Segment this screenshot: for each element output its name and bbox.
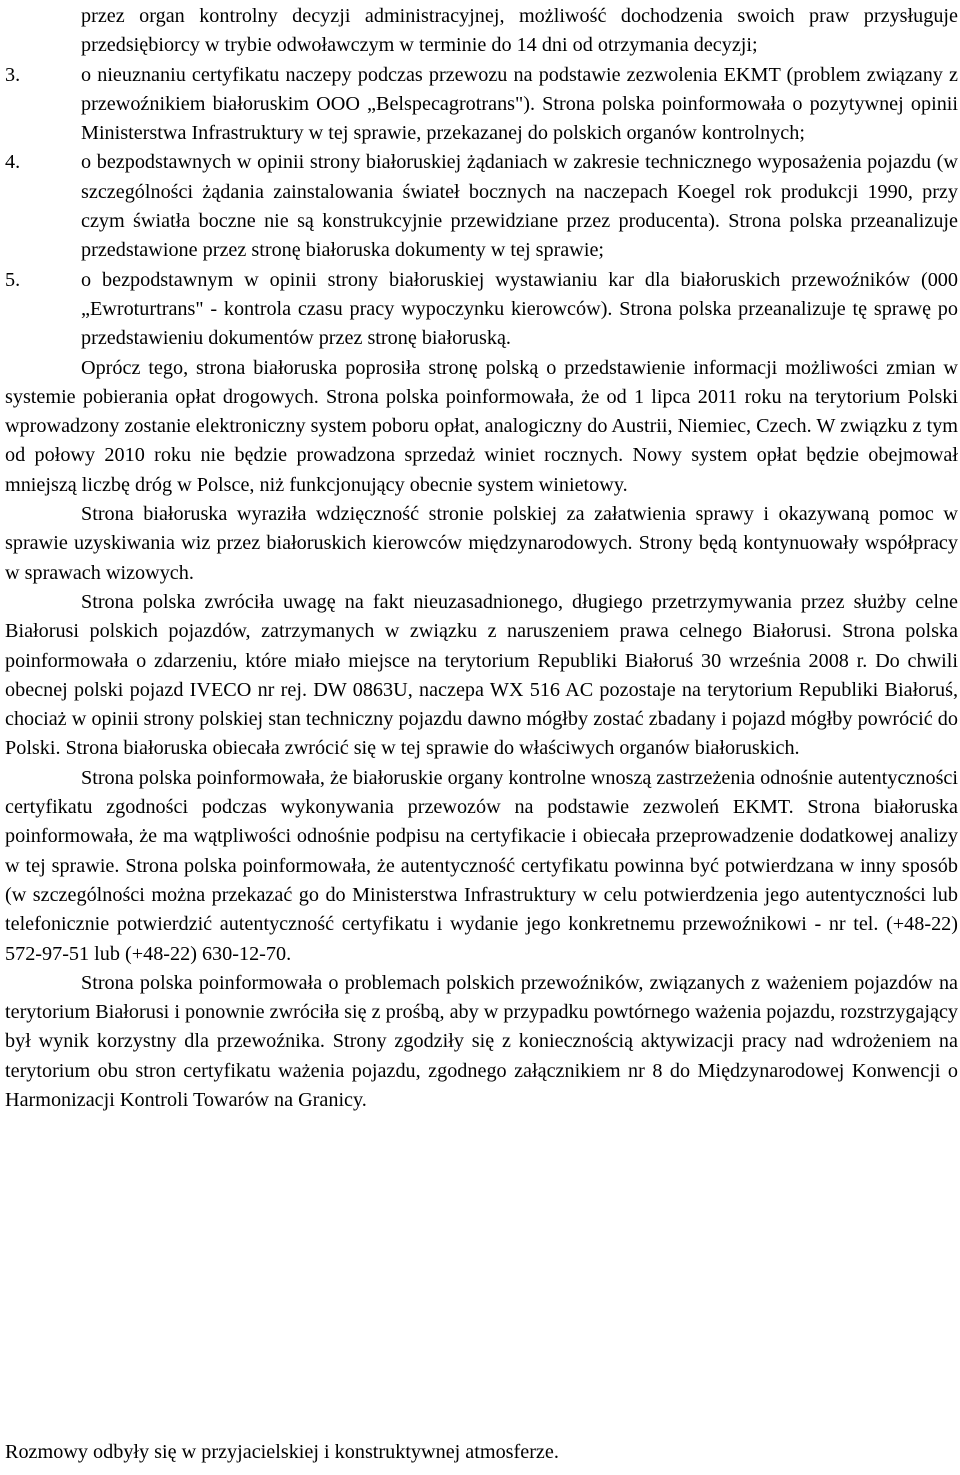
list-item-4	[5, 148, 958, 265]
paragraph-visas: Strona białoruska wyraziła wdzięczność stronie polskiej za załatwienia sprawy i okazywaną pomoc w sprawie uzyskiwania wiz przez białoruskich kierowców międzynarodowych. Strony będą kontynuowały współpracy w sprawach wizowych.	[5, 503, 958, 584]
list-item-number: 4.	[5, 151, 21, 174]
paragraph-customs-detention: Strona polska zwróciła uwagę na fakt nieuzasadnionego, długiego przetrzymywania przez służby celne Białorusi polskich pojazdów, zatrzymanych w związku z naruszeniem prawa celnego Białorusi. Strona polska poinformowała o zdarzeniu, które miało miejsce na terytorium Republiki Białoruś 30 września 2008 r. Do chwili obecnej polski pojazd IVECO nr rej. DW 0863U, naczepa WX 516 AC pozostaje na terytorium Republiki Białoruś, chociaż w opinii strony polskiej stan techniczny pojazdu dawno mógłby zostać zbadany i pojazd mógłby powrócić do Polski. Strona białoruska obiecała zwrócić się w tej sprawie do właściwych organów białoruskich.	[5, 590, 958, 760]
list-item-number: 5.	[5, 268, 21, 291]
paragraph-road-tolls: Oprócz tego, strona białoruska poprosiła stronę polską o przedstawienie informacji możliwości zmian w systemie pobierania opłat drogowych. Strona polska poinformowała, że od 1 lipca 2011 roku na terytorium Polski wprowadzony zostanie elektroniczny system poboru opłat, analogiczny do Austrii, Niemiec, Czech. W związku z tym od połowy 2010 roku nie będzie prowadzona sprzedaż winiet rocznych. Nowy system opłat będzie obejmował mniejszą liczbę dróg w Polsce, niż funkcjonujący obecnie system winietowy.	[5, 356, 958, 496]
list-item-text: przez organ kontrolny decyzji administracyjnej, możliwość dochodzenia swoich praw przysługuje przedsiębiorcy w trybie odwoławczym w terminie do 14 dni od otrzymania decyzji;	[81, 5, 958, 57]
list-item-5	[5, 266, 958, 354]
list-item-text: o nieuznaniu certyfikatu naczepy podczas przewozu na podstawie zezwolenia EKMT (problem związany z przewoźnikiem białoruskim OOO „Belspecagrotrans"). Strona polska poinformowała o pozytywnej opinii Ministerstwa Infrastruktury w tej sprawie, przekazanej do polskich organów kontrolnych;	[81, 63, 958, 145]
list-item-number: 3.	[5, 63, 21, 86]
document-page	[0, 2, 960, 1475]
list-item-3	[5, 61, 958, 149]
paragraph-vehicle-weighing: Strona polska poinformowała o problemach polskich przewoźników, związanych z ważeniem pojazdów na terytorium Białorusi i ponownie zwróciła się z prośbą, aby w przypadku powtórnego ważenia pojazdu, rozstrzygający był wynik korzystny dla przewoźnika. Strony zgodziły się z koniecznością aktywizacji pracy nad wdrożeniem na terytorium obu stron certyfikatu ważenia pojazdu, zgodnego załącznikiem nr 8 do Międzynarodowej Konwencji o Harmonizacji Kontroli Towarów na Granicy.	[5, 971, 958, 1111]
list-item-continuation	[5, 2, 958, 61]
paragraph-certificates: Strona polska poinformowała, że białoruskie organy kontrolne wnoszą zastrzeżenia odnośnie autentyczności certyfikatu zgodności podczas wykonywania przewozów na podstawie zezwoleń EKMT. Strona białoruska poinformowała, że ma wątpliwości odnośnie podpisu na certyfikacie i obiecała przeprowadzenie dodatkowej analizy w tej sprawie. Strona polska poinformowała, że autentyczność certyfikatu powinna być potwierdzana w inny sposób (w szczególności można przekazać go do Ministerstwa Infrastruktury w celu potwierdzenia jego autentyczności lub telefonicznie potwierdzić autentyczność certyfikatu i wydanie jego konkretnemu przewoźnikowi - nr tel. (+48-22) 572-97-51 lub (+48-22) 630-12-70.	[5, 766, 958, 965]
list-item-text: o bezpodstawnym w opinii strony białoruskiej wystawianiu kar dla białoruskich przewoźników (000 „Ewroturtrans" - kontrola czasu pracy wypoczynku kierowców). Strona polska przeanalizuje tę sprawę po przedstawieniu dokumentów przez stronę białoruską.	[81, 268, 958, 350]
closing-sentence: Rozmowy odbyły się w przyjacielskiej i konstruktywnej atmosferze.	[5, 1441, 559, 1463]
numbered-list	[5, 2, 958, 354]
list-item-text: o bezpodstawnych w opinii strony białoruskiej żądaniach w zakresie technicznego wyposażenia pojazdu (w szczególności żądania zainstalowania świateł bocznych na naczepach Koegel rok produkcji 1990, przy czym światła boczne nie są konstrukcyjnie przewidziane przez producenta). Strona polska przeanalizuje przedstawione przez stronę białoruska dokumenty w tej sprawie;	[81, 151, 958, 262]
